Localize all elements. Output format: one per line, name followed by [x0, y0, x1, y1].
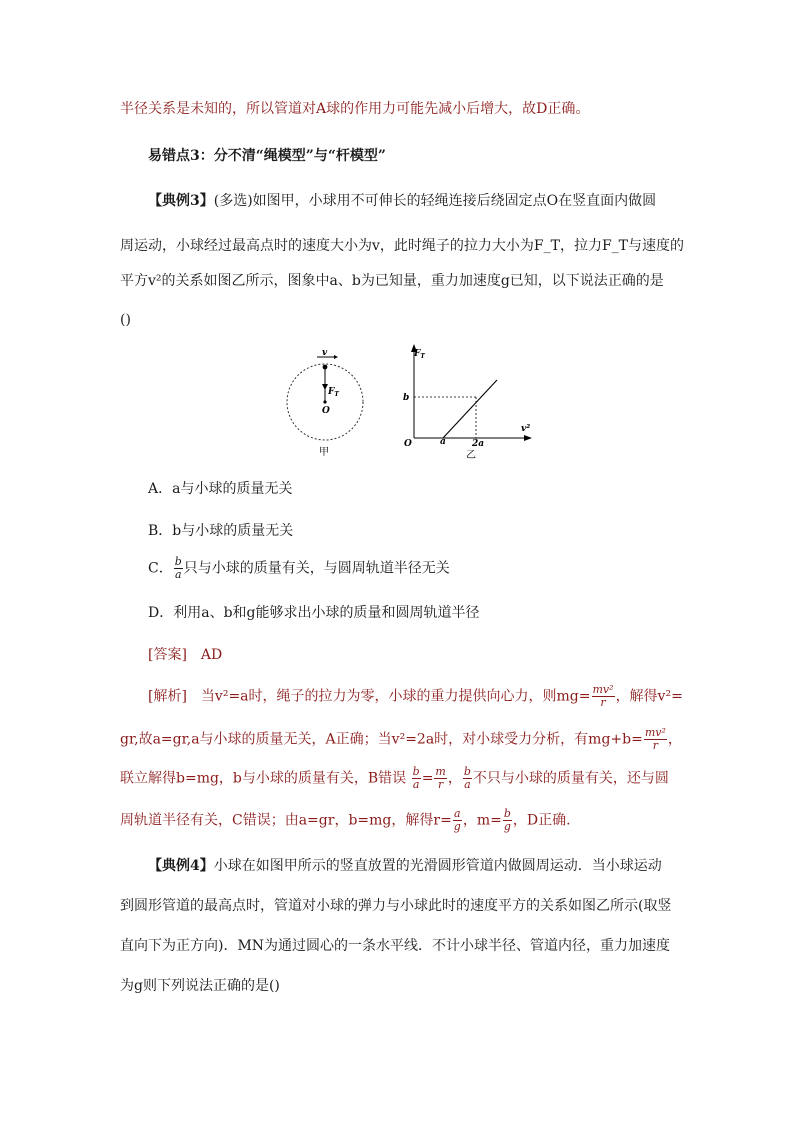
graph-x-label: v² — [521, 424, 531, 434]
option-c: C． $\frac{b}{a}$ 只与小球的质量有关，与圆周轨道半径无关 — [148, 555, 450, 581]
analysis-line1: [解析] 当v²=a时，绳子的拉力为零，小球的重力提供向心力，则mg= $\frac{\text{mv²}}{r}$ ，解得v²= — [148, 683, 683, 709]
analysis-line3: 联立解得b=mg，b与小球的质量有关，B错误 $\frac{b}{a}$ = $\frac{m}{r}$ ， $\frac{b}{a}$ 不只与小球的质量有关，还与圆 — [120, 765, 669, 791]
option-b: B．b与小球的质量无关 — [148, 523, 294, 539]
figure-circle — [285, 345, 385, 460]
section-heading: 易错点3：分不清“绳模型”与“杆模型” — [148, 148, 386, 164]
example3-text1: (多选)如图甲，小球用不可伸长的轻绳连接后绕固定点O在竖直面内做圆 — [213, 193, 657, 209]
analysis-line2: gr,故a=gr,a与小球的质量无关，A正确；当v²=2a时，对小球受力分析，有mg+b= $\frac{\text{mv²}}{r}$ ， — [120, 726, 682, 752]
graph-b-label: b — [403, 393, 410, 403]
paragraph-continuation: 半径关系是未知的，所以管道对A球的作用力可能先减小后增大，故D正确。 — [120, 101, 590, 117]
option-a: A．a与小球的质量无关 — [148, 481, 293, 497]
example3-line3: 平方v²的关系如图乙所示，图象中a、b为已知量，重力加速度g已知，以下说法正确的是 — [120, 273, 664, 289]
example3-line1 — [148, 190, 656, 210]
graph-2a-label: 2a — [472, 439, 485, 449]
graph-y-label: $F_T$ — [414, 349, 425, 360]
example3-line2: 周运动，小球经过最高点时的速度大小为v，此时绳子的拉力大小为F_T，拉力F_T与速度的 — [120, 238, 685, 254]
option-d: D．利用a、b和g能够求出小球的质量和圆周轨道半径 — [148, 605, 480, 621]
tension-label: $F_T$ — [328, 387, 339, 398]
example4-tag: 【典例4】 — [148, 858, 214, 874]
example3-tag: 【典例3】 — [148, 193, 214, 209]
figure-graph — [398, 340, 538, 465]
figure-right-caption: 乙 — [466, 450, 476, 461]
analysis-line4: 周轨道半径有关，C错误；由a=gr，b=mg，解得r= $\frac{a}{g}$ ，m= $\frac{b}{g}$ ，D正确. — [120, 807, 571, 833]
figure-left-caption: 甲 — [319, 447, 329, 458]
answer: [答案] AD — [148, 647, 223, 663]
graph-origin-label: O — [404, 439, 412, 449]
example4-line1 — [148, 855, 662, 875]
graph-a-label: a — [440, 437, 446, 447]
example4-line4: 为g则下列说法正确的是() — [120, 978, 280, 994]
example4-line2: 到圆形管道的最高点时，管道对小球的弹力与小球此时的速度平方的关系如图乙所示(取竖 — [120, 898, 672, 914]
example4-line3: 直向下为正方向)．MN为通过圆心的一条水平线．不计小球半径、管道内径，重力加速度 — [120, 938, 671, 954]
example3-line4: () — [120, 312, 131, 328]
example4-text1: 小球在如图甲所示的竖直放置的光滑圆形管道内做圆周运动．当小球运动 — [213, 858, 662, 874]
velocity-label: v — [322, 348, 328, 358]
center-label: O — [322, 406, 330, 416]
